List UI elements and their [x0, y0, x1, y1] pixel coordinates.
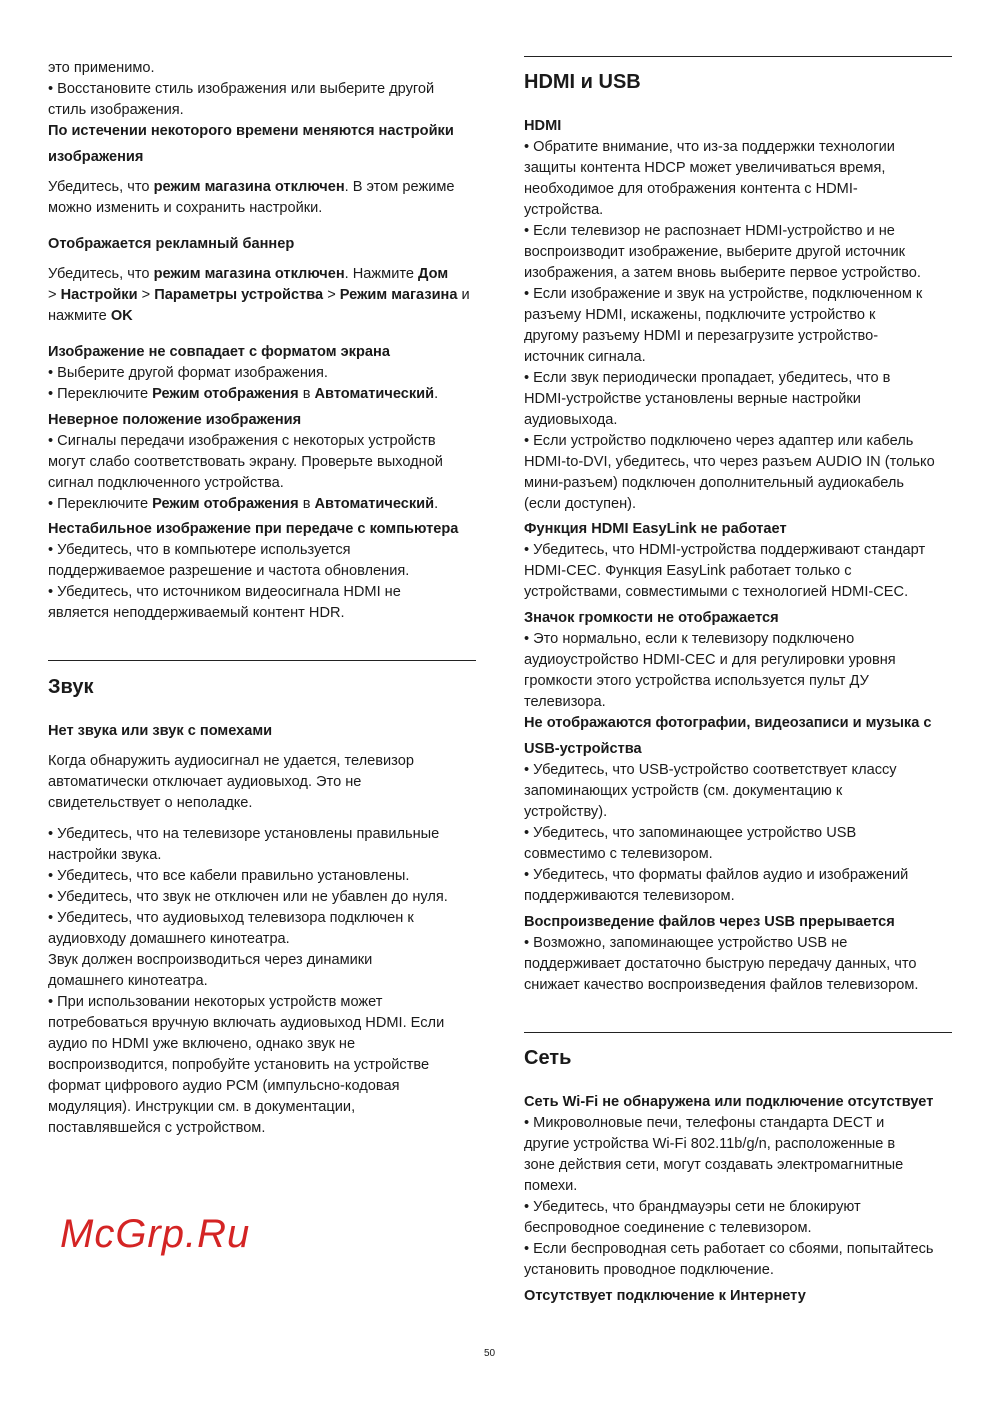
text-line: свидетельствует о неполадке. [48, 795, 253, 811]
text-line: • Если беспроводная сеть работает со сбоями, попытайтесь [524, 1241, 934, 1257]
text-line: зоне действия сети, могут создавать электромагнитные [524, 1157, 904, 1173]
text-line: • Убедитесь, что источником видеосигнала HDMI не [48, 584, 401, 600]
paragraph [48, 363, 438, 405]
text: • Переключите [48, 496, 153, 512]
section-title-sound: Звук [48, 676, 94, 698]
text-line: • Обратите внимание, что из-за поддержки технологии [524, 139, 895, 155]
text-line: является неподдерживаемый контент HDR. [48, 605, 345, 621]
text-line: • Выберите другой формат изображения. [48, 365, 328, 381]
text-line: можно изменить и сохранить настройки. [48, 200, 323, 216]
text: > [137, 287, 155, 303]
text-line: устройства. [524, 202, 604, 218]
subheading [48, 234, 294, 255]
text-line: модуляция). Инструкции см. в документации, [48, 1099, 356, 1115]
text-line: изображения, а затем вновь выберите первое устройство. [524, 265, 921, 281]
text: Убедитесь, что [48, 179, 154, 195]
text-line [48, 384, 438, 405]
text-line: HDMI-устройстве установлены верные настройки [524, 391, 861, 407]
text-line: разъему HDMI, искажены, подключите устройство к [524, 307, 876, 323]
page-number: 50 [484, 1348, 496, 1359]
text-line: необходимое для отображения контента с HDMI- [524, 181, 858, 197]
paragraph [524, 629, 896, 713]
section-divider [524, 1032, 952, 1033]
bold-text: Автоматический [314, 386, 435, 402]
text-line: Нестабильное изображение при передаче с компьютера [48, 521, 459, 537]
text: и [457, 287, 470, 303]
text-line: настройки звука. [48, 847, 162, 863]
text-line: сигнал подключенного устройства. [48, 475, 284, 491]
text-line: устройству). [524, 804, 608, 820]
text-line: защиты контента HDCP может увеличиваться время, [524, 160, 886, 176]
text-line: Звук должен воспроизводиться через динамики [48, 952, 373, 968]
text-line: Отсутствует подключение к Интернету [524, 1288, 806, 1304]
text-line: Сеть Wi-Fi не обнаружена или подключение отсутствует [524, 1094, 934, 1110]
paragraph [524, 540, 925, 603]
text-line: аудиоустройство HDMI-CEC и для регулировки уровня [524, 652, 896, 668]
text-line: источник сигнала. [524, 349, 646, 365]
text-line: • Если изображение и звук на устройстве, подключенном к [524, 286, 923, 302]
text-line: • Если устройство подключено через адаптер или кабель [524, 433, 914, 449]
text: в [298, 496, 315, 512]
text-line: установить проводное подключение. [524, 1262, 774, 1278]
text-line: • Убедитесь, что в компьютере используется [48, 542, 351, 558]
text-line [48, 494, 443, 515]
text-line: снижает качество воспроизведения файлов телевизором. [524, 977, 919, 993]
text-line: • Это нормально, если к телевизору подключено [524, 631, 855, 647]
text-line: • Убедитесь, что запоминающее устройство USB [524, 825, 857, 841]
text-line: запоминающих устройств (см. документацию к [524, 783, 843, 799]
text-line: аудиовходу домашнего кинотеатра. [48, 931, 290, 947]
watermark-logo: McGrp.Ru [60, 1212, 251, 1256]
text-line: домашнего кинотеатра. [48, 973, 208, 989]
text: в [298, 386, 315, 402]
text-line: изображения [48, 149, 144, 165]
text-line: это применимо. [48, 60, 155, 76]
subheading [48, 519, 458, 540]
subheading [48, 721, 272, 742]
text-line: громкости этого устройства используется пульт ДУ [524, 673, 869, 689]
paragraph [48, 177, 455, 219]
text-line: • Убедитесь, что HDMI-устройства поддерживают стандарт [524, 542, 926, 558]
text-line: аудио по HDMI уже включено, однако звук не [48, 1036, 356, 1052]
text: . [434, 496, 439, 512]
text-line: • Убедитесь, что все кабели правильно установлены. [48, 868, 410, 884]
text-line [48, 285, 470, 306]
text-line: воспроизводится, попробуйте установить на устройстве [48, 1057, 430, 1073]
text: . Нажмите [344, 266, 419, 282]
bold-text: Режим отображения [152, 496, 299, 512]
text-line: Воспроизведение файлов через USB прерывается [524, 914, 895, 930]
text-line: • Восстановите стиль изображения или выберите другой [48, 81, 435, 97]
paragraph [524, 760, 908, 907]
text-line: беспроводное соединение с телевизором. [524, 1220, 812, 1236]
subheading [524, 519, 787, 540]
text-line: поддерживаются телевизором. [524, 888, 735, 904]
text: нажмите [48, 308, 111, 324]
paragraph [48, 824, 448, 1139]
paragraph [48, 751, 414, 814]
paragraph [524, 137, 935, 515]
text-line: телевизора. [524, 694, 606, 710]
bold-text: Режим отображения [152, 386, 299, 402]
paragraph [48, 540, 409, 624]
subheading [524, 912, 895, 933]
bold-text: режим магазина отключен [153, 266, 345, 282]
bold-text: Режим магазина [339, 287, 458, 303]
text-line: автоматически отключает аудиовыход. Это не [48, 774, 362, 790]
text-line: HDMI-to-DVI, убедитесь, что через разъем AUDIO IN (только [524, 454, 935, 470]
text-line: Когда обнаружить аудиосигнал не удается, телевизор [48, 753, 414, 769]
text-line [48, 306, 470, 327]
text: Убедитесь, что [48, 266, 154, 282]
subheading [48, 410, 301, 431]
text-line: • Возможно, запоминающее устройство USB не [524, 935, 848, 951]
text-line: • Убедитесь, что USB-устройство соответствует классу [524, 762, 897, 778]
text: . [434, 386, 439, 402]
text-line: поставлявшейся с устройством. [48, 1120, 266, 1136]
text-line: другому разъему HDMI и перезагрузите устройство- [524, 328, 879, 344]
section-title-hdmi-usb: HDMI и USB [524, 71, 641, 93]
bold-text: Настройки [60, 287, 138, 303]
text-line: поддерживает достаточно быструю передачу данных, что [524, 956, 917, 972]
text-line: • Микроволновые печи, телефоны стандарта DECT и [524, 1115, 885, 1131]
subheading [524, 608, 779, 629]
text-line: Функция HDMI EasyLink не работает [524, 521, 787, 537]
text-line: Значок громкости не отображается [524, 610, 779, 626]
bold-text: режим магазина отключен [153, 179, 345, 195]
text-line: могут слабо соответствовать экрану. Проверьте выходной [48, 454, 443, 470]
subheading [48, 118, 454, 170]
text-line: Нет звука или звук с помехами [48, 723, 273, 739]
text-line: HDMI [524, 118, 562, 134]
paragraph [48, 431, 443, 515]
paragraph [48, 58, 434, 121]
text-line: • Сигналы передачи изображения с некоторых устройств [48, 433, 436, 449]
bold-text: OK [110, 308, 133, 324]
text-line: аудиовыхода. [524, 412, 618, 428]
text-line: воспроизводит изображение, выберите другой источник [524, 244, 906, 260]
text-line: Отображается рекламный баннер [48, 236, 295, 252]
text-line: Не отображаются фотографии, видеозаписи и музыка с [524, 715, 932, 731]
paragraph [524, 1113, 934, 1281]
subheading [524, 1092, 933, 1113]
text-line: совместимо с телевизором. [524, 846, 713, 862]
text-line: USB-устройства [524, 741, 642, 757]
paragraph [48, 264, 470, 327]
text-line: формат цифрового аудио PCM (импульсно-кодовая [48, 1078, 400, 1094]
subheading [524, 710, 932, 762]
section-divider [48, 660, 476, 661]
text-line: потребоваться вручную включать аудиовыход HDMI. Если [48, 1015, 445, 1031]
section-divider [524, 56, 952, 57]
text-line [48, 177, 455, 198]
text-line: • Убедитесь, что брандмауэры сети не блокируют [524, 1199, 861, 1215]
text: > [323, 287, 340, 303]
text-line: Неверное положение изображения [48, 412, 302, 428]
text-line [48, 264, 470, 285]
subheading [48, 342, 390, 363]
bold-text: Дом [418, 266, 449, 282]
text-line: По истечении некоторого времени меняются настройки [48, 123, 454, 139]
text-line: • Убедитесь, что на телевизоре установлены правильные [48, 826, 440, 842]
text: > [48, 287, 61, 303]
text-line: • Если звук периодически пропадает, убедитесь, что в [524, 370, 891, 386]
bold-text: Автоматический [314, 496, 435, 512]
text-line: помехи. [524, 1178, 578, 1194]
text-line: • Убедитесь, что форматы файлов аудио и изображений [524, 867, 909, 883]
text-line: HDMI-CEC. Функция EasyLink работает только с [524, 563, 852, 579]
text-line: стиль изображения. [48, 102, 184, 118]
text-line: Изображение не совпадает с форматом экрана [48, 344, 390, 360]
text-line: поддерживаемое разрешение и частота обновления. [48, 563, 410, 579]
text: • Переключите [48, 386, 153, 402]
bold-text: Параметры устройства [154, 287, 324, 303]
text-line: • Если телевизор не распознает HDMI-устройство и не [524, 223, 895, 239]
text-line: • При использовании некоторых устройств может [48, 994, 383, 1010]
section-title-network: Сеть [524, 1047, 572, 1069]
subheading [524, 116, 561, 137]
subheading [524, 1286, 806, 1307]
text-line: (если доступен). [524, 496, 637, 512]
text-line: • Убедитесь, что аудиовыход телевизора подключен к [48, 910, 414, 926]
text-line: • Убедитесь, что звук не отключен или не убавлен до нуля. [48, 889, 448, 905]
text-line: мини-разъем) подключен дополнительный аудиокабель [524, 475, 905, 491]
text: . В этом режиме [344, 179, 455, 195]
text-line: устройствами, совместимыми с технологией HDMI-CEC. [524, 584, 909, 600]
text-line: другие устройства Wi-Fi 802.11b/g/n, расположенные в [524, 1136, 896, 1152]
paragraph [524, 933, 918, 996]
